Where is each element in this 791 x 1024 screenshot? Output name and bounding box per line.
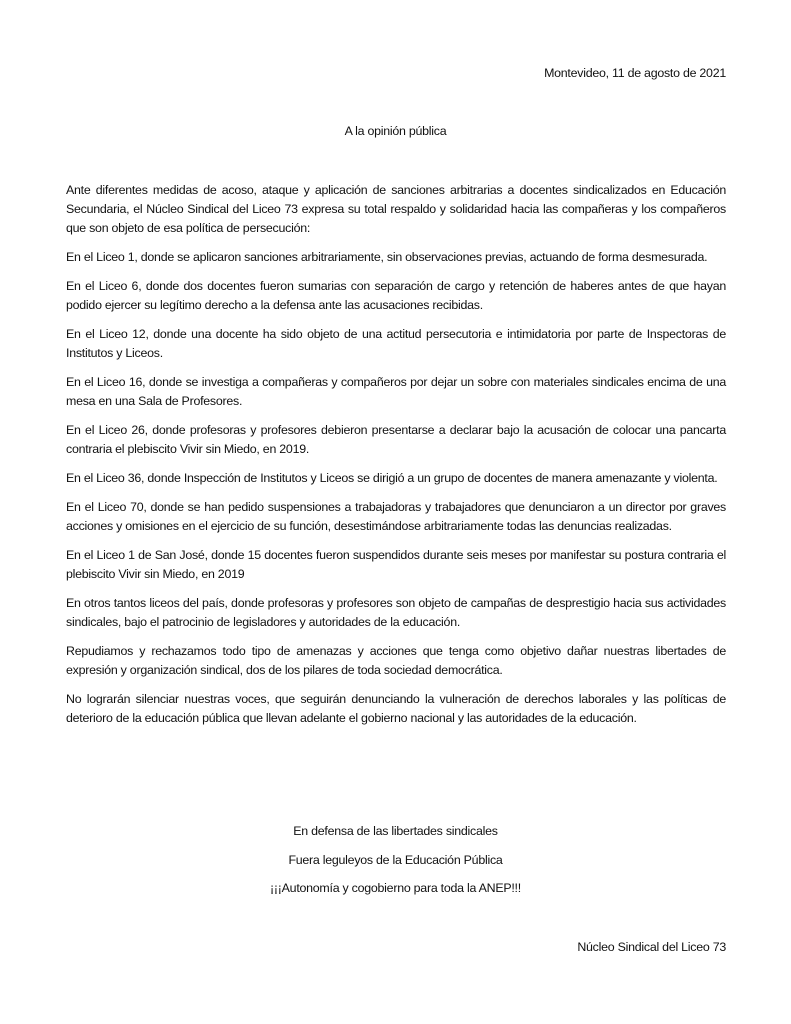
paragraph: En el Liceo 16, donde se investiga a compañeras y compañeros por dejar un sobre con materiales sindicales encima de una mesa en una Sala de Profesores.: [66, 375, 726, 408]
paragraph: En otros tantos liceos del país, donde profesoras y profesores son objeto de campañas de desprestigio hacia sus actividades sindicales, bajo el patrocinio de legisladores y autoridades de la educación.: [66, 596, 726, 629]
paragraph: No lograrán silenciar nuestras voces, que seguirán denunciando la vulneración de derechos laborales y las políticas de deterioro de la educación pública que llevan adelante el gobierno nacional y las autoridades de la educación.: [66, 692, 726, 725]
paragraph: Repudiamos y rechazamos todo tipo de amenazas y acciones que tenga como objetivo dañar nuestras libertades de expresión y organización sindical, dos de los pilares de toda sociedad democrática.: [66, 644, 726, 677]
paragraph: Ante diferentes medidas de acoso, ataque y aplicación de sanciones arbitrarias a docentes sindicalizados en Educación Secundaria, el Núcleo Sindical del Liceo 73 expresa su total respaldo y solidaridad hacia las compañeras y los compañeros que son objeto de esa política de persecución:: [66, 183, 726, 235]
paragraph: En el Liceo 26, donde profesoras y profesores debieron presentarse a declarar bajo la acusación de colocar una pancarta contraria el plebiscito Vivir sin Miedo, en 2019.: [66, 423, 726, 456]
closing-slogans: [0, 822, 791, 908]
paragraph: En el Liceo 12, donde una docente ha sido objeto de una actitud persecutoria e intimidatoria por parte de Inspectoras de Institutos y Liceos.: [66, 327, 726, 360]
slogan: Fuera leguleyos de la Educación Pública: [288, 852, 503, 867]
paragraph: En el Liceo 1, donde se aplicaron sanciones arbitrariamente, sin observaciones previas, actuando de forma desmesurada.: [66, 250, 708, 264]
paragraph: En el Liceo 36, donde Inspección de Institutos y Liceos se dirigió a un grupo de docentes de manera amenazante y violenta.: [66, 471, 718, 485]
paragraph: En el Liceo 1 de San José, donde 15 docentes fueron suspendidos durante seis meses por manifestar su postura contraria el plebiscito Vivir sin Miedo, en 2019: [66, 548, 726, 581]
slogan: ¡¡¡Autonomía y cogobierno para toda la ANEP!!!: [270, 881, 521, 895]
slogan: En defensa de las libertades sindicales: [293, 824, 498, 838]
document-date: Montevideo, 11 de agosto de 2021: [544, 66, 726, 80]
paragraph: En el Liceo 70, donde se han pedido suspensiones a trabajadoras y trabajadores que denunciaron a un director por graves acciones y omisiones en el ejercicio de su función, desestimándose arbitrariamente todas las denuncias realizadas.: [66, 500, 726, 533]
paragraph: En el Liceo 6, donde dos docentes fueron sumarias con separación de cargo y retención de haberes antes de que hayan podido ejercer su legítimo derecho a la defensa ante las acusaciones recibidas.: [66, 279, 726, 312]
signature: Núcleo Sindical del Liceo 73: [577, 940, 726, 954]
document-title: A la opinión pública: [344, 124, 447, 138]
document-body: [66, 181, 726, 738]
